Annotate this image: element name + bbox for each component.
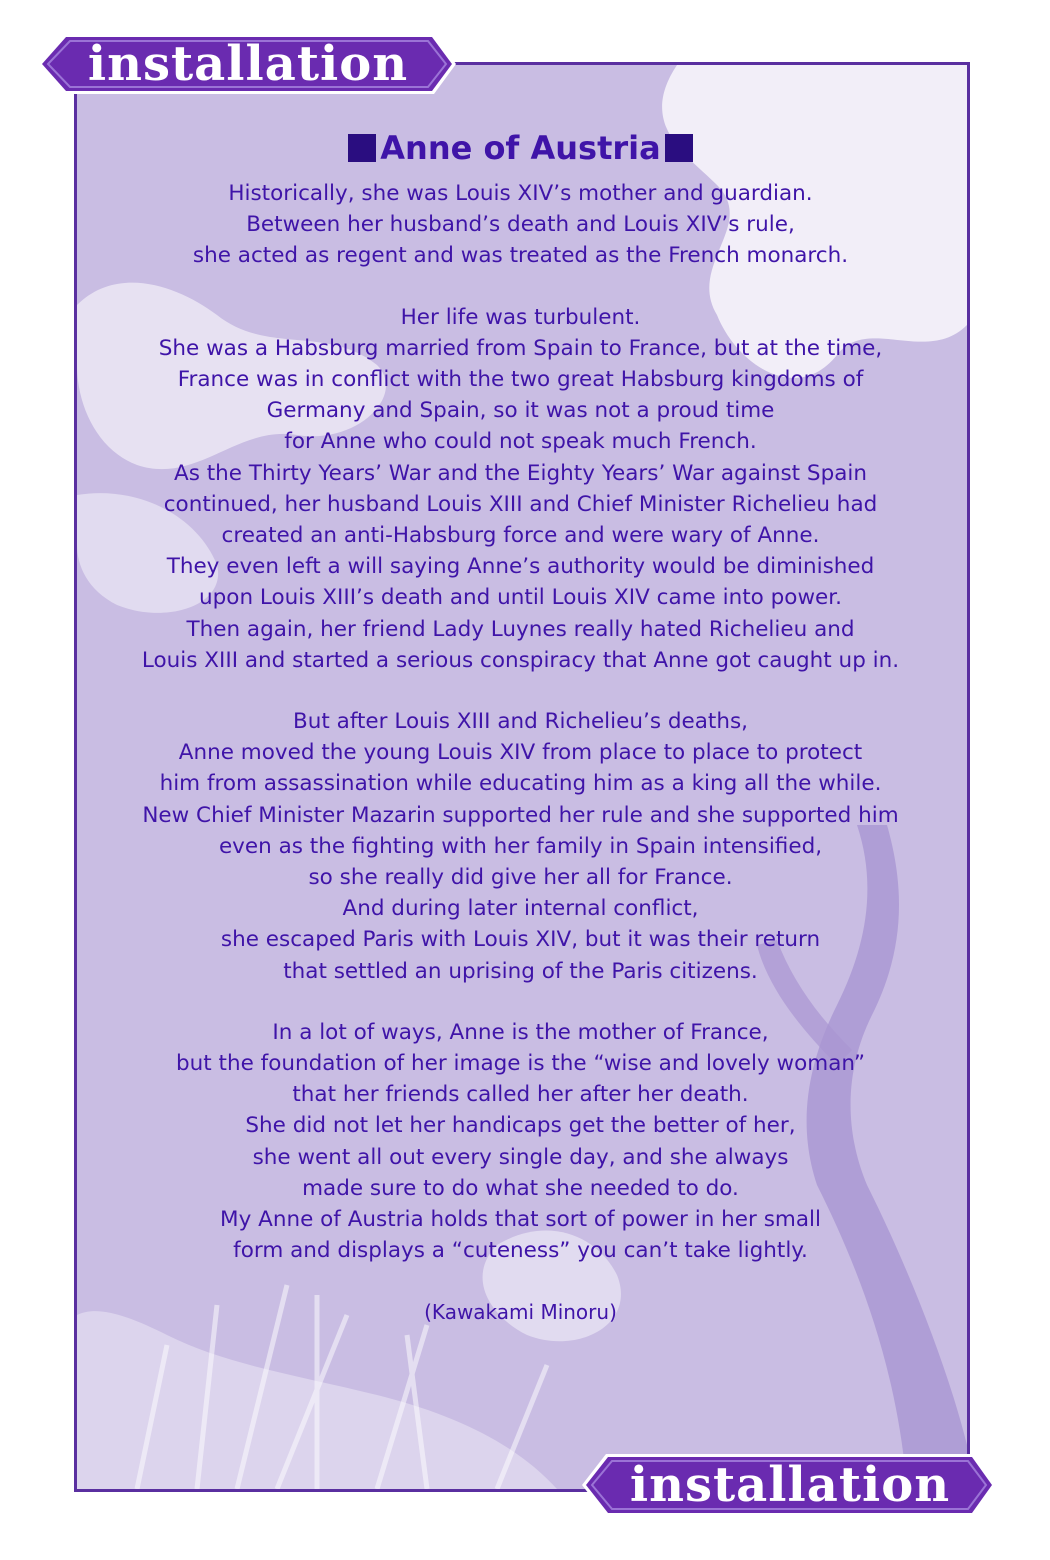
- text-line: Historically, she was Louis XIV’s mother and guardian.: [228, 181, 813, 206]
- text-line: She did not let her handicaps get the better of her,: [245, 1113, 796, 1139]
- text-line: created an anti-Habsburg force and were wary of Anne.: [221, 523, 820, 549]
- text-line: him from assassination while educating him as a king all the while.: [159, 771, 882, 797]
- paragraph-3: [74, 706, 967, 987]
- text-line: And during later internal conflict,: [342, 896, 699, 922]
- text-line: Between her husband’s death and Louis XIV’s rule,: [246, 212, 795, 238]
- text-line: but the foundation of her image is the “wise and lovely woman”: [175, 1051, 866, 1077]
- text-line: she escaped Paris with Louis XIV, but it was their return: [220, 927, 821, 953]
- text-line: even as the fighting with her family in Spain intensified,: [218, 833, 823, 859]
- article-title: [74, 124, 967, 172]
- text-line: They even left a will saying Anne’s authority would be diminished: [166, 554, 875, 580]
- text-line: she went all out every single day, and she always: [252, 1144, 789, 1170]
- text-line: that her friends called her after her death.: [292, 1082, 749, 1108]
- bottom-banner-label: installation: [629, 1457, 951, 1513]
- text-line: As the Thirty Years’ War and the Eighty Years’ War against Spain: [173, 460, 868, 486]
- square-bullet-icon: [348, 134, 376, 162]
- text-line: form and displays a “cuteness” you can’t take lightly.: [233, 1238, 808, 1264]
- text-line: But after Louis XIII and Richelieu’s deaths,: [293, 709, 748, 735]
- paragraph-4: [74, 1017, 967, 1267]
- text-line: Anne moved the young Louis XIV from place to place to protect: [178, 740, 863, 766]
- top-banner: [38, 32, 458, 96]
- article-title-text: Anne of Austria: [380, 129, 661, 167]
- author-credit: (Kawakami Minoru): [424, 1299, 617, 1324]
- text-line: Germany and Spain, so it was not a proud time: [266, 398, 775, 424]
- text-line: she acted as regent and was treated as the French monarch.: [192, 243, 849, 269]
- article: [74, 124, 967, 1328]
- paragraph-1: [74, 178, 967, 272]
- text-line: Her life was turbulent.: [400, 304, 641, 330]
- text-line: France was in conflict with the two great Habsburg kingdoms of: [177, 367, 864, 393]
- text-line: Louis XIII and started a serious conspiracy that Anne got caught up in.: [141, 647, 900, 673]
- text-line: She was a Habsburg married from Spain to France, but at the time,: [158, 335, 883, 361]
- text-line: so she really did give her all for France.: [308, 865, 733, 891]
- top-banner-label: installation: [87, 36, 409, 92]
- square-bullet-icon: [665, 134, 693, 162]
- paragraph-2: [74, 302, 967, 676]
- text-line: for Anne who could not speak much French.: [284, 429, 757, 455]
- bottom-banner: [582, 1452, 998, 1518]
- text-line: continued, her husband Louis XIII and Chief Minister Richelieu had: [163, 491, 878, 517]
- text-line: In a lot of ways, Anne is the mother of France,: [272, 1019, 769, 1045]
- text-line: that settled an uprising of the Paris citizens.: [283, 958, 758, 984]
- text-line: My Anne of Austria holds that sort of power in her small: [220, 1207, 821, 1233]
- text-line: New Chief Minister Mazarin supported her rule and she supported him: [142, 802, 899, 828]
- text-line: upon Louis XIII’s death and until Louis XIV came into power.: [199, 585, 842, 611]
- text-line: Then again, her friend Lady Luynes really hated Richelieu and: [186, 616, 855, 642]
- text-line: made sure to do what she needed to do.: [302, 1175, 739, 1201]
